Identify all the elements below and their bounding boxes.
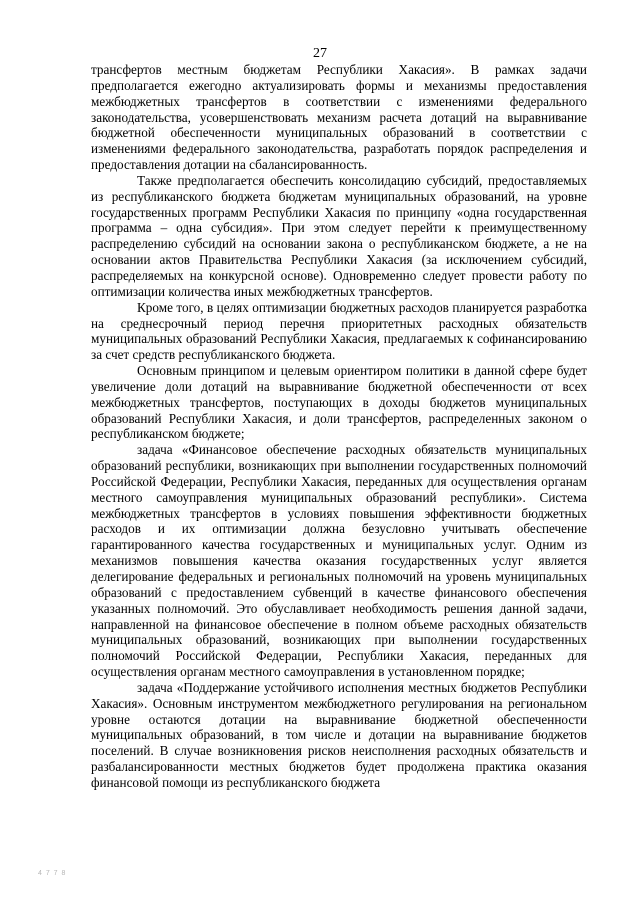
paragraph-5: задача «Финансовое обеспечение расходных обязательств муниципальных образований республики, возникающих при выполнении государственных полномочий Российской Федерации, Республики Хакасия, переданных для осуществления органам местного самоуправления муниципальных образований республики». Система межбюджетных трансфертов в условиях повышения эффективности бюджетных расходов и их оптимизации должна безусловно учитывать обеспечение гарантированного качества государственных и муниципальных услуг. Одним из механизмов повышения качества оказания государственных услуг является делегирование федеральных и региональных полномочий на уровень муниципальных образований с предоставлением субвенций в качестве финансового обеспечения указанных полномочий. Это обуславливает необходимость решения данной задачи, направленной на финансовое обеспечение в полном объеме расходных обязательств муниципальных образований, возникающих при выполнении государственных полномочий Российской Федерации, Республики Хакасия, переданных для осуществления органам местного самоуправления в установленном порядке; <box>91 442 587 680</box>
document-body <box>91 62 587 791</box>
paragraph-3: Кроме того, в целях оптимизации бюджетных расходов планируется разработка на среднесрочный период перечня приоритетных расходных обязательств муниципальных образований Республики Хакасия, предлагаемых к софинансированию за счет средств республиканского бюджета. <box>91 299 587 363</box>
paragraph-6: задача «Поддержание устойчивого исполнения местных бюджетов Республики Хакасия». Основным инструментом межбюджетного регулирования на региональном уровне остаются дотации на выравнивание бюджетной обеспеченности муниципальных образований, в том числе и дотации на выравнивание бюджетов поселений. В случае возникновения рисков неисполнения расходных обязательств и разбалансированности местных бюджетов будет продолжена практика оказания финансовой помощи из республиканского бюджета <box>91 679 587 790</box>
scan-footer-mark: 4 7 7 8 <box>38 870 67 877</box>
page-number: 27 <box>313 46 327 61</box>
paragraph-4: Основным принципом и целевым ориентиром политики в данной сфере будет увеличение доли дотаций на выравнивание бюджетной обеспеченности от всех межбюджетных трансфертов, поступающих в доходы бюджетов муниципальных образований Республики Хакасия, и доли трансфертов, распределенных законом о республиканском бюджете; <box>91 363 587 442</box>
paragraph-2: Также предполагается обеспечить консолидацию субсидий, предоставляемых из республиканского бюджета бюджетам муниципальных образований, на уровне государственных программ Республики Хакасия по принципу «одна государственная программа – одна субсидия». При этом следует перейти к преимущественному распределению субсидий на основании закона о республиканском бюджете, а не на основании актов Правительства Республики Хакасия (за исключением субсидий, распределяемых на конкурсной основе). Одновременно следует провести работу по оптимизации количества иных межбюджетных трансфертов. <box>91 172 587 299</box>
paragraph-1: трансфертов местным бюджетам Республики Хакасия». В рамках задачи предполагается ежегодно актуализировать формы и механизмы предоставления межбюджетных трансфертов в соответствии с изменениями федерального законодательства, усовершенствовать механизм расчета дотаций на выравнивание бюджетной обеспеченности муниципальных образований в соответствии с изменениями федерального законодательства, разработать порядок распределения и предоставления дотации на сбалансированность. <box>91 62 587 173</box>
